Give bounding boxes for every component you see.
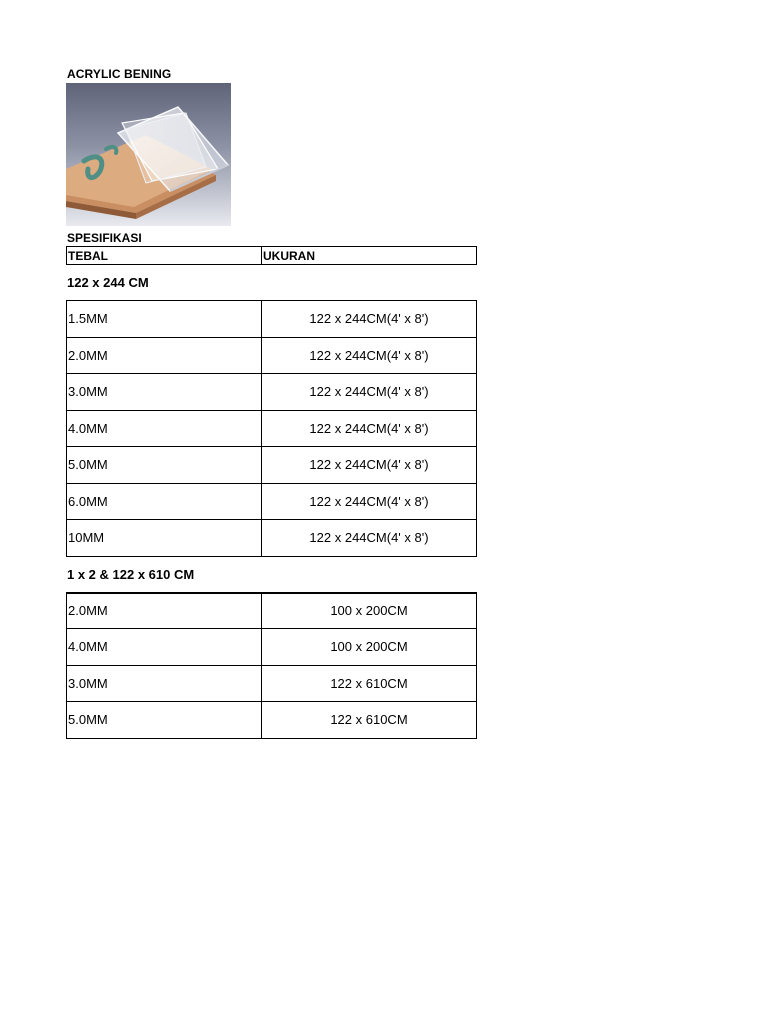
header-size: UKURAN [263, 248, 315, 263]
group-label: 1 x 2 & 122 x 610 CM [67, 566, 195, 582]
size-cell: 100 x 200CM [330, 603, 408, 619]
size-cell: 122 x 244CM(4' x 8') [309, 384, 429, 400]
spec-table [66, 246, 477, 739]
thickness-cell: 3.0MM [67, 666, 262, 702]
table-row [66, 666, 477, 703]
thickness-cell: 2.0MM [67, 594, 262, 629]
acrylic-sheets-image [66, 83, 231, 226]
table-row [66, 338, 477, 375]
product-photo [66, 83, 231, 226]
thickness-cell: 1.5MM [67, 301, 262, 337]
table-row [66, 447, 477, 484]
table-row [66, 593, 477, 630]
size-cell: 100 x 200CM [330, 639, 408, 655]
size-cell: 122 x 610CM [330, 675, 408, 691]
group-label-row [66, 265, 477, 301]
thickness-cell: 4.0MM [67, 411, 262, 447]
thickness-cell: 6.0MM [67, 484, 262, 520]
table-row [66, 629, 477, 666]
thickness-cell: 4.0MM [67, 629, 262, 665]
table-row [66, 374, 477, 411]
document-title: ACRYLIC BENING [67, 67, 172, 81]
size-cell: 122 x 244CM(4' x 8') [309, 530, 429, 546]
thickness-cell: 2.0MM [67, 338, 262, 374]
size-cell: 122 x 244CM(4' x 8') [309, 311, 429, 327]
size-cell: 122 x 244CM(4' x 8') [309, 347, 429, 363]
thickness-cell: 5.0MM [67, 447, 262, 483]
group-label: 122 x 244 CM [67, 275, 149, 290]
thickness-cell: 10MM [67, 520, 262, 556]
thickness-cell: 3.0MM [67, 374, 262, 410]
size-cell: 122 x 244CM(4' x 8') [309, 457, 429, 473]
size-cell: 122 x 244CM(4' x 8') [309, 420, 429, 436]
table-row [66, 411, 477, 448]
size-cell: 122 x 610CM [330, 712, 408, 728]
table-header-row [66, 246, 477, 265]
size-cell: 122 x 244CM(4' x 8') [309, 493, 429, 509]
header-thickness: TEBAL [67, 247, 262, 264]
table-row [66, 484, 477, 521]
thickness-cell: 5.0MM [67, 702, 262, 738]
table-row [66, 520, 477, 557]
table-row [66, 702, 477, 739]
table-row [66, 301, 477, 338]
group-label-row [66, 557, 477, 593]
spec-heading: SPESIFIKASI [67, 231, 142, 245]
